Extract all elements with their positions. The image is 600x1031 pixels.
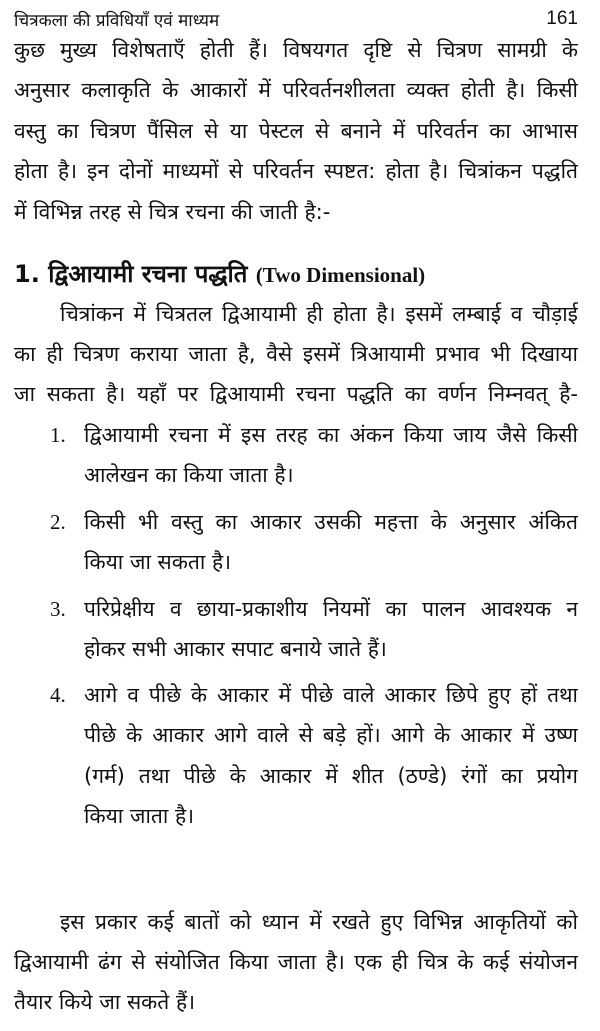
list-item-line: होकर सभी आकार सपाट बनाये जाते हैं। — [84, 637, 387, 661]
closing-para-line: द्विआयामी ढंग से संयोजित किया जाता है। एक ही चित्र के कई संयोजन — [14, 950, 578, 974]
running-header — [14, 6, 578, 32]
section-title-hindi: द्विआयामी रचना पद्धति — [48, 260, 248, 288]
list-item-line: किया जा सकता है। — [84, 550, 232, 574]
page-number: 161 — [546, 8, 578, 29]
intro-line: अनुसार कलाकृति के आकारों में परिवर्तनशीलता व्यक्त होती है। किसी — [14, 78, 578, 102]
section-title-english: (Two Dimensional) — [255, 263, 426, 287]
section-para-line: जा सकता है। यहाँ पर द्विआयामी रचना पद्धति का वर्णन निम्नवत् है- — [14, 382, 578, 406]
section-para-line: चित्रांकन में चित्रतल द्विआयामी ही होता है। इसमें लम्बाई व चौड़ाई — [60, 302, 578, 326]
list-item-number: 4. — [50, 683, 66, 707]
closing-para-line: इस प्रकार कई बातों को ध्यान में रखते हुए विभिन्न आकृतियों को — [60, 910, 578, 934]
section-para-line: का ही चित्रण कराया जाता है, वैसे इसमें त्रिआयामी प्रभाव भी दिखाया — [14, 342, 578, 366]
intro-line: कुछ मुख्य विशेषताएँ होती हैं। विषयगत दृष्टि से चित्रण सामग्री के — [14, 38, 578, 62]
list-item-line: आगे व पीछे के आकार में पीछे वाले आकार छिपे हुए हों तथा — [84, 683, 578, 707]
section-heading — [14, 257, 425, 290]
running-title: चित्रकला की प्रविधियाँ एवं माध्यम — [14, 10, 220, 31]
list-item-line: किया जाता है। — [84, 804, 195, 828]
section-number: 1. — [14, 260, 40, 288]
list-item-line: पीछे के आकार आगे वाले से बड़े हों। आगे के आकार में उष्ण — [84, 723, 578, 747]
intro-line: होता है। इन दोनों माध्यमों से परिवर्तन स्पष्टत: होता है। चित्रांकन पद्धति — [14, 159, 578, 183]
list-item-number: 2. — [50, 510, 66, 534]
list-item-number: 1. — [50, 423, 66, 447]
list-item-number: 3. — [50, 597, 66, 621]
closing-para-line: तैयार किये जा सकते हैं। — [14, 990, 196, 1014]
list-item-line: (गर्म) तथा पीछे के आकार में शीत (ठण्डे) रंगों का प्रयोग — [84, 764, 578, 788]
list-item-line: किसी भी वस्तु का आकार उसकी महत्ता के अनुसार अंकित — [84, 510, 578, 534]
list-item-line: आलेखन का किया जाता है। — [84, 463, 294, 487]
intro-line: में विभिन्न तरह से चित्र रचना की जाती है:- — [14, 200, 331, 224]
list-item-line: परिप्रेक्षीय व छाया-प्रकाशीय नियमों का पालन आवश्यक न — [84, 597, 578, 621]
intro-line: वस्तु का चित्रण पैंसिल से या पेस्टल से बनाने में परिवर्तन का आभास — [14, 119, 578, 143]
list-item-line: द्विआयामी रचना में इस तरह का अंकन किया जाय जैसे किसी — [84, 423, 578, 447]
